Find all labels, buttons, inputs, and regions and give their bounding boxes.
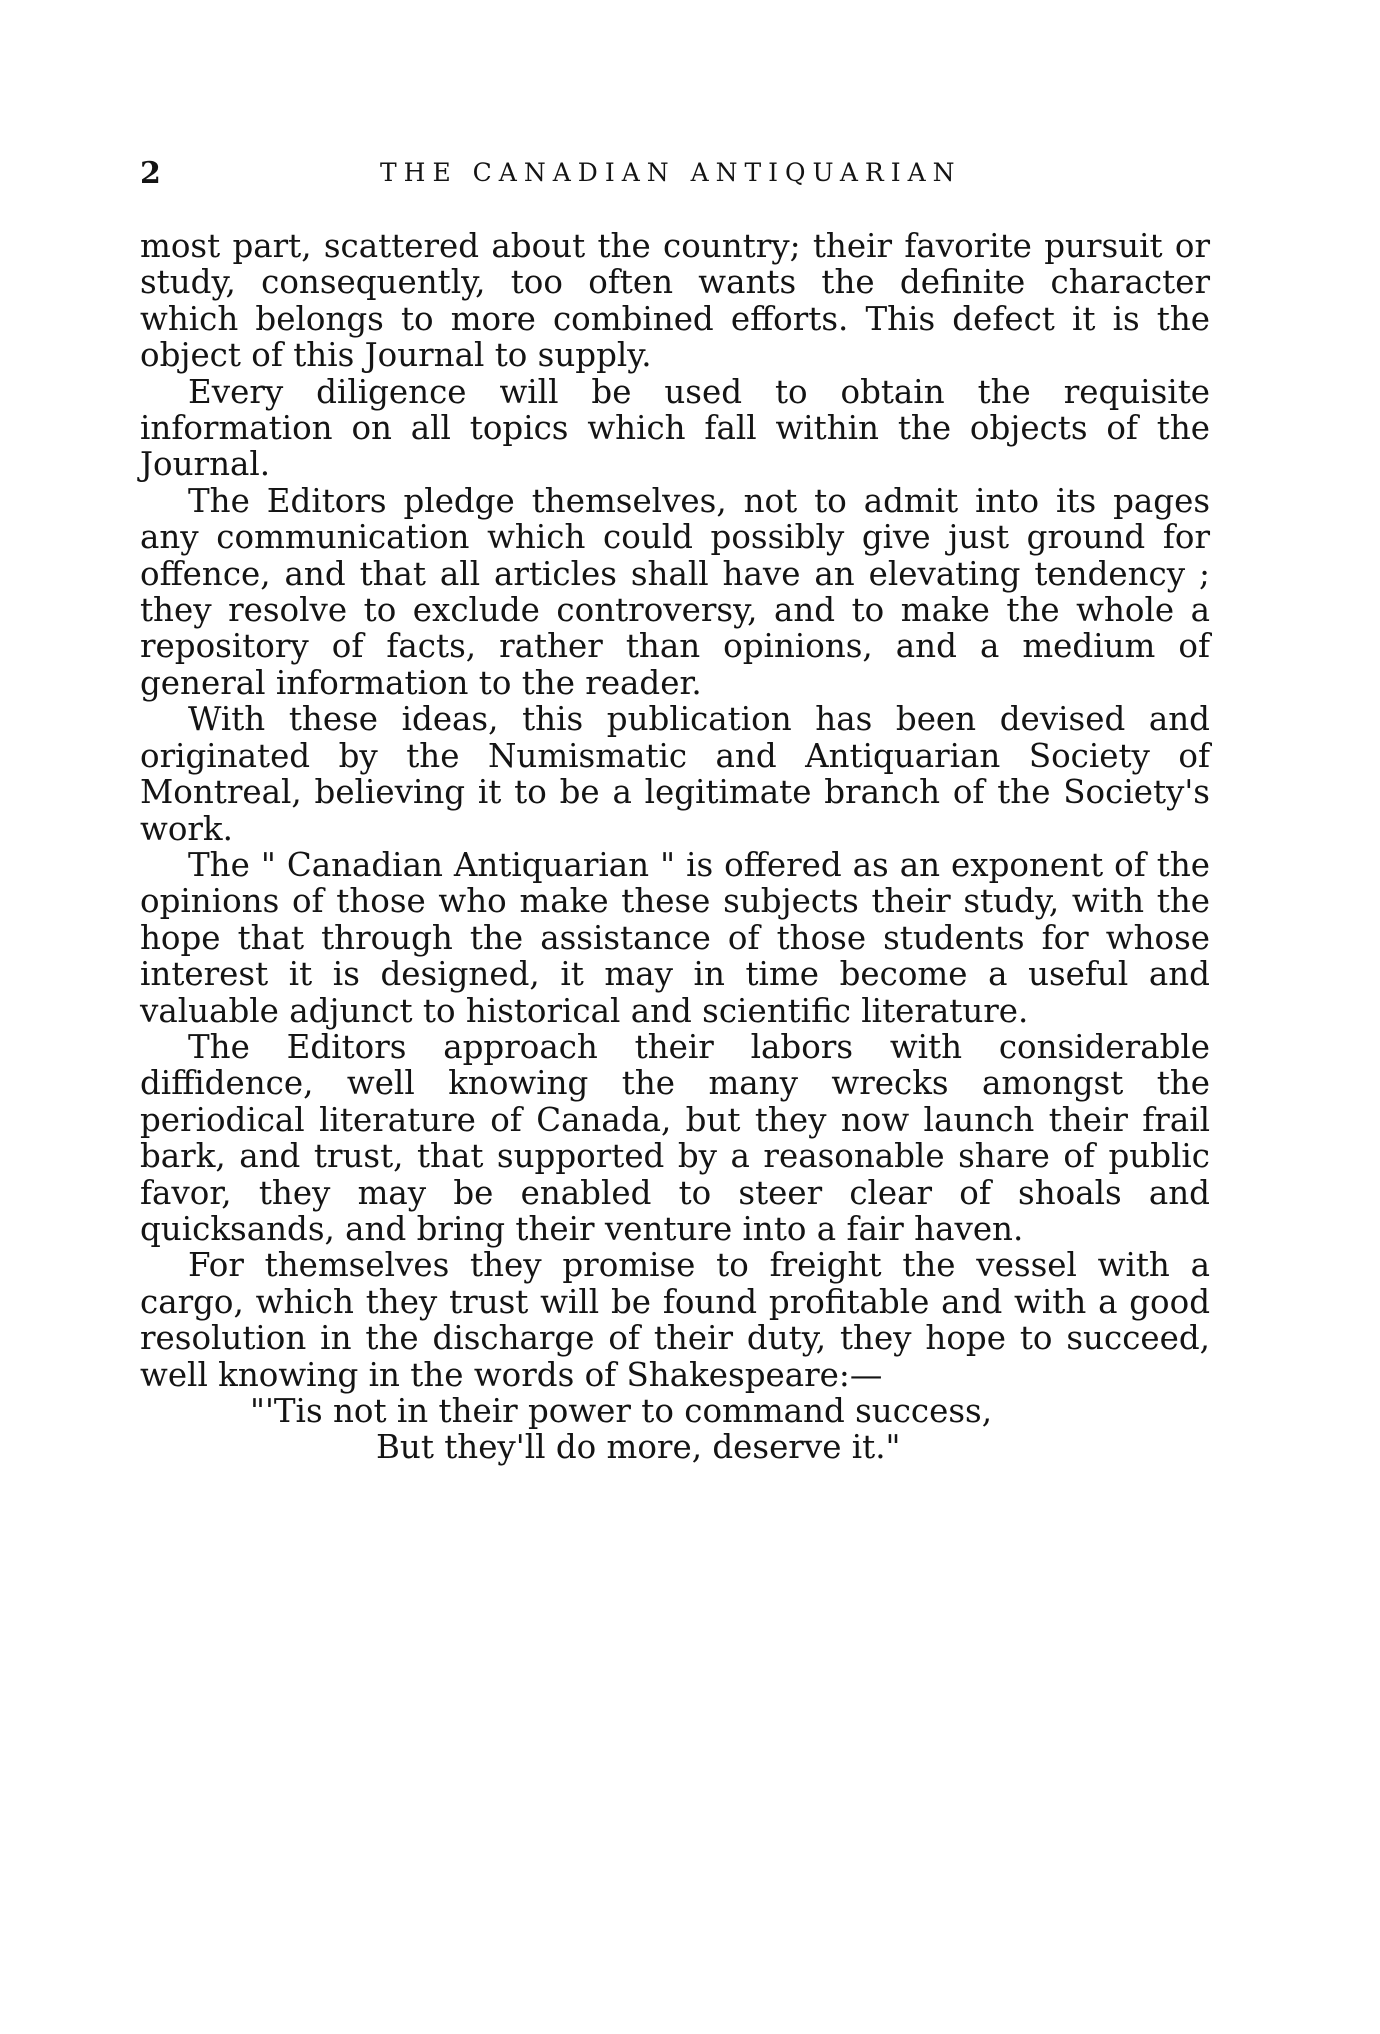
running-head	[140, 156, 1210, 196]
shakespeare-quote	[140, 1393, 1210, 1466]
body-text	[140, 228, 1210, 1466]
paragraph-editors-pledge: The Editors pledge themselves, not to admit into its pages any communication which could possibly give just ground for offence, and that all articles shall have an elevating tendency ; they resolve to exclude controversy, and to make the whole a repository of facts, rather than opinions, and a medium of general information to the reader.	[140, 481, 1210, 702]
paragraph-purpose: The " Canadian Antiquarian " is offered as an exponent of the opinions of those who make these subjects their study, with the hope that through the assistance of those students for whose interest it is designed, it may in time become a useful and valuable adjunct to historical and scientific literature.	[140, 845, 1210, 1030]
quote-line-1: "'Tis not in their power to command success,	[250, 1392, 993, 1430]
journal-title: THE CANADIAN ANTIQUARIAN	[380, 158, 962, 187]
paragraph-promise: For themselves they promise to freight the vessel with a cargo, which they trust will be found profitable and with a good resolution in the discharge of their duty, they hope to succeed, well knowing in the words of Shakespeare:—	[140, 1246, 1210, 1394]
paragraph-diligence: Every diligence will be used to obtain the requisite information on all topics which fall within the objects of the Journal.	[140, 372, 1210, 484]
page-number: 2	[140, 156, 162, 191]
paragraph-origin: With these ideas, this publication has been devised and originated by the Numismatic and Antiquarian Society of Montreal, believing it to be a legitimate branch of the Society's work.	[140, 700, 1210, 848]
paragraph-approach: The Editors approach their labors with considerable diffidence, well knowing the many wrecks amongst the periodical literature of Canada, but they now launch their frail bark, and trust, that supported by a reasonable share of public favor, they may be enabled to steer clear of shoals and quicksands, and bring their venture into a fair haven.	[140, 1027, 1210, 1248]
quote-line-2: But they'll do more, deserve it."	[376, 1428, 901, 1467]
paragraph-continued: most part, scattered about the country; their favorite pursuit or study, consequently, too often wants the definite character which belongs to more combined efforts. This defect it is the object of this Journal to supply.	[140, 227, 1210, 375]
